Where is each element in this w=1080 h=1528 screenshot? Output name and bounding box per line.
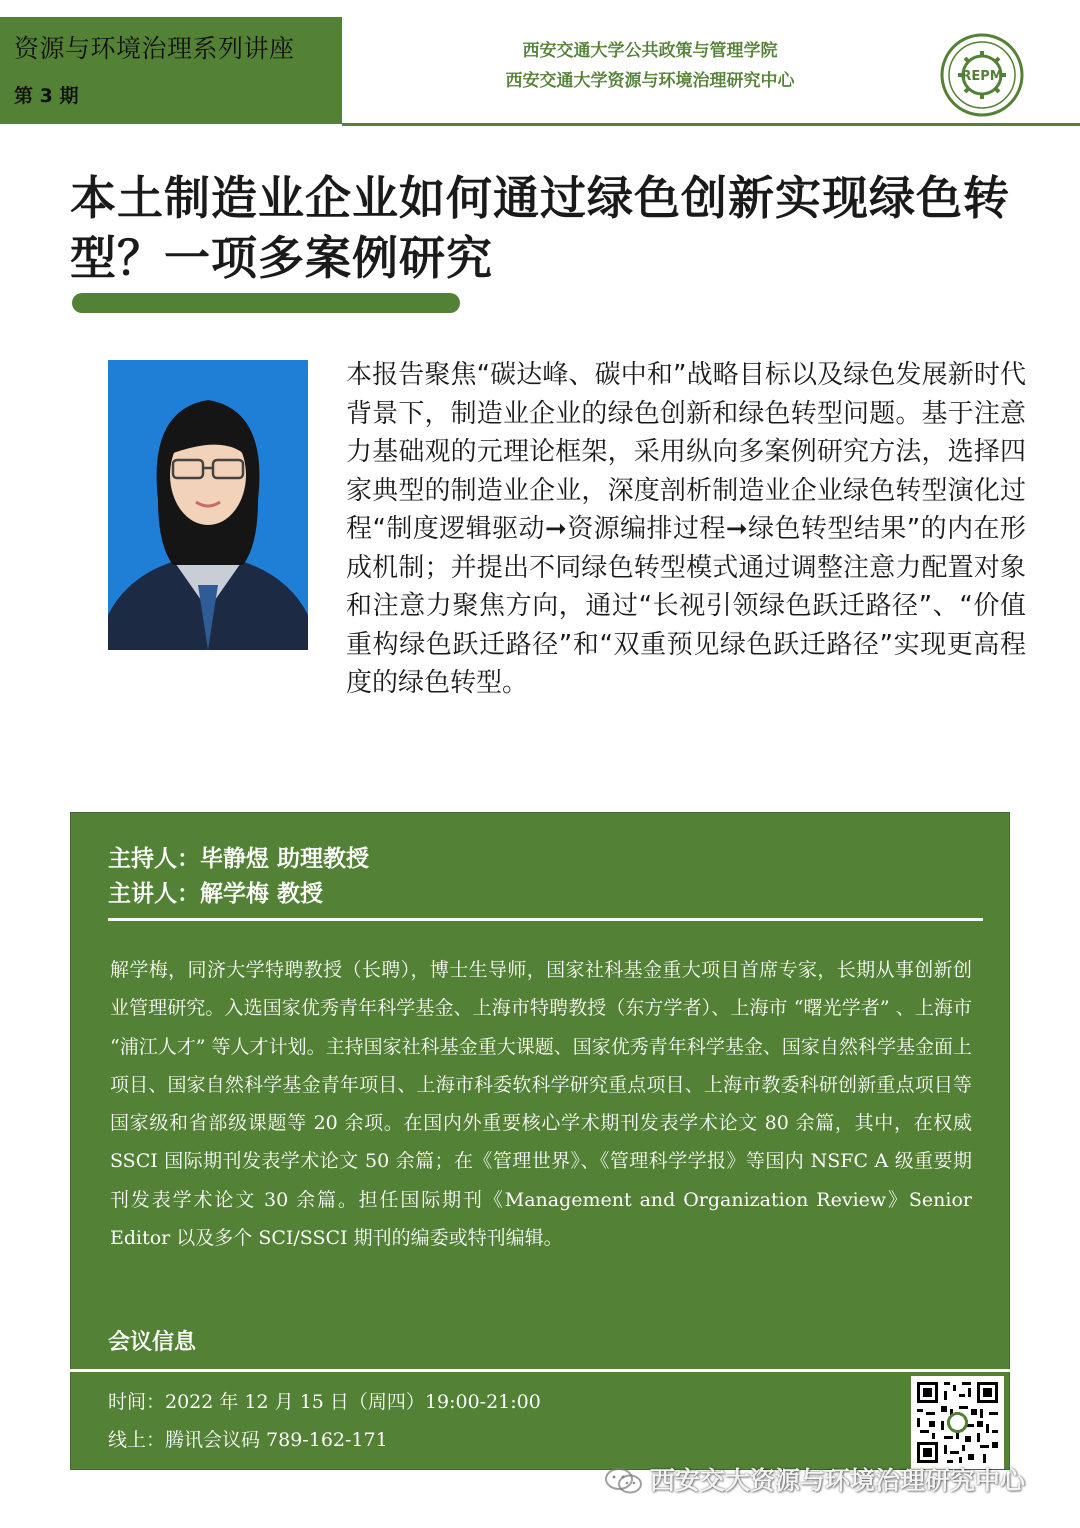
logo-text: REPM	[961, 69, 1003, 84]
issue-number: 第 3 期	[14, 85, 79, 107]
lecture-abstract: 本报告聚焦“碳达峰、碳中和”战略目标以及绿色发展新时代背景下，制造业企业的绿色创新和绿色转型问题。基于注意力基础观的元理论框架，采用纵向多案例研究方法，选择四家典型的制造业企业，深度剖析制造业企业绿色转型演化过程“制度逻辑驱动➞资源编排过程➞绿色转型结果”的内在形成机制；并提出不同绿色转型模式通过调整注意力配置对象和注意力聚焦方向，通过“长视引领绿色跃迁路径”、“价值重构绿色跃迁路径”和“双重预见绿色跃迁路径”实现更高程度的绿色转型。	[346, 360, 1026, 698]
watermark-text: 西安交大资源与环境治理研究中心	[650, 1466, 1026, 1495]
speaker-bio: 解学梅，同济大学特聘教授（长聘），博士生导师，国家社科基金重大项目首席专家，长期从事创新创业管理研究。入选国家优秀青年科学基金、上海市特聘教授（东方学者）、上海市 “曙光学者” 、上海市 “浦江人才” 等人才计划。主持国家社科基金重大课题、国家优秀青年科学基金、国家自然科学基金面上项目、国家自然科学基金青年项目、上海市科委软科学研究重点项目、上海市教委科研创新重点项目等国家级和省部级课题等 20 余项。在国内外重要核心学术期刊发表学术论文 80 余篇，其中，在权威 SSCI 国际期刊发表学术论文 50 余篇；在《管理世界》、《管理科学学报》等国内 NSFC A 级重要期刊发表学术论文 30 余篇。担任国际期刊《Management and Organization Review》Senior Editor 以及多个 SCI/SSCI 期刊的编委或特刊编辑。	[110, 959, 972, 1250]
repm-logo	[940, 33, 1024, 117]
qr-code[interactable]	[911, 1376, 1004, 1469]
host-info: 主持人：毕静煜 助理教授	[108, 846, 370, 872]
meeting-divider	[70, 1369, 1010, 1372]
meeting-online: 线上：腾讯会议码 789-162-171	[108, 1429, 388, 1451]
org-name-school: 西安交通大学公共政策与管理学院	[522, 41, 778, 61]
series-title: 资源与环境治理系列讲座	[14, 34, 295, 63]
wechat-watermark	[604, 1462, 1054, 1502]
meeting-info-heading: 会议信息	[108, 1330, 197, 1355]
speaker-photo	[108, 360, 308, 650]
speaker-info: 主讲人：解学梅 教授	[108, 881, 324, 907]
lecture-title: 本土制造业企业如何通过绿色创新实现绿色转型？一项多案例研究	[70, 171, 1010, 285]
wechat-icon	[604, 1466, 644, 1496]
org-name-center: 西安交通大学资源与环境治理研究中心	[505, 71, 795, 91]
header-divider	[342, 123, 1080, 126]
panel-divider	[108, 918, 983, 921]
meeting-time: 时间：2022 年 12 月 15 日（周四）19:00-21:00	[108, 1391, 541, 1413]
title-underline-bar	[72, 293, 460, 313]
